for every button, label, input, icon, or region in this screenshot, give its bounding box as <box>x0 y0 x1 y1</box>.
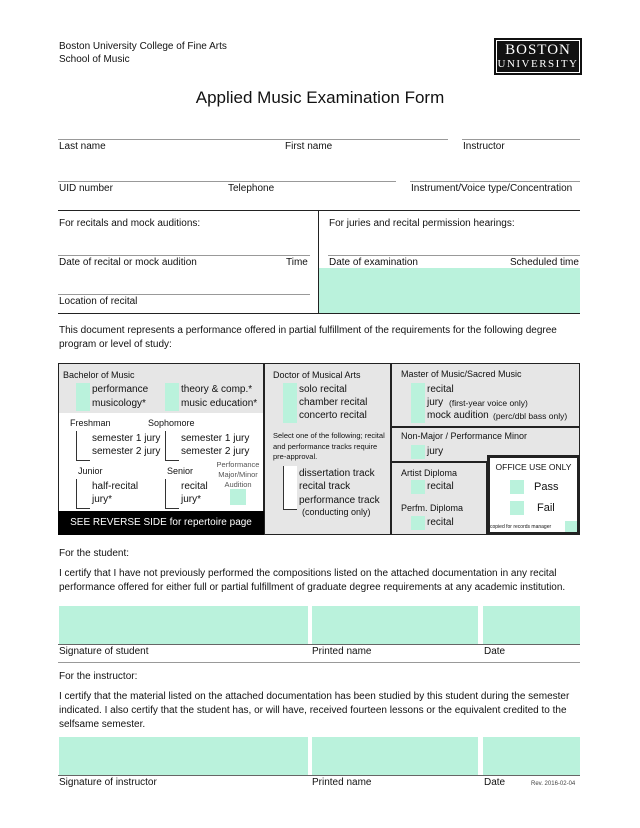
masters-jury-label: jury <box>427 397 444 408</box>
bu-logo <box>494 38 582 75</box>
conducting-note: (conducting only) <box>302 507 371 517</box>
instructor-date-field[interactable] <box>483 737 580 775</box>
senior-label: Senior <box>167 466 194 476</box>
masters-jury-note: (first-year voice only) <box>449 398 528 408</box>
fail-checkbox[interactable] <box>510 501 524 515</box>
artist-recital-checkbox[interactable] <box>411 480 425 494</box>
fr-jury2-checkbox[interactable] <box>76 445 90 461</box>
jr-recital-label: half-recital <box>92 481 139 492</box>
copied-checkbox[interactable] <box>565 521 577 532</box>
education-label: music education* <box>181 398 258 409</box>
instructor-label: Instructor <box>463 141 505 152</box>
chamber-label: chamber recital <box>299 397 368 408</box>
chamber-checkbox[interactable] <box>283 396 297 410</box>
masters-jury-checkbox[interactable] <box>411 396 425 410</box>
perfdip-recital-label: recital <box>427 517 454 528</box>
student-signature-label: Signature of student <box>59 646 149 657</box>
education-checkbox[interactable] <box>165 397 179 411</box>
recital-time-label: Time <box>286 257 308 268</box>
uid-label: UID number <box>59 183 113 194</box>
first-name-label: First name <box>285 141 333 152</box>
performance-checkbox[interactable] <box>76 383 90 397</box>
performance-track-checkbox[interactable] <box>283 494 297 510</box>
instructor-date-label: Date <box>484 777 506 788</box>
fr-jury2-label: semester 2 jury <box>92 446 161 457</box>
fr-jury1-label: semester 1 jury <box>92 433 161 444</box>
sr-recital-label: recital <box>181 481 208 492</box>
pass-label: Pass <box>534 481 559 493</box>
solo-label: solo recital <box>299 384 347 395</box>
dissertation-label: dissertation track <box>299 468 375 479</box>
sophomore-label: Sophomore <box>148 418 195 428</box>
last-name-label: Last name <box>59 141 106 152</box>
artist-title: Artist Diploma <box>401 468 458 478</box>
juries-heading: For juries and recital permission hearings: <box>329 218 515 229</box>
freshman-label: Freshman <box>70 418 111 428</box>
concerto-label: concerto recital <box>299 410 367 421</box>
student-printed-field[interactable] <box>312 606 478 644</box>
masters-recital-label: recital <box>427 384 454 395</box>
jr-jury-checkbox[interactable] <box>76 493 90 509</box>
logo-line1: BOSTON <box>505 42 571 58</box>
concerto-checkbox[interactable] <box>283 409 297 423</box>
masters-recital-checkbox[interactable] <box>411 383 425 397</box>
pma-label: Performance Major/Minor Audition <box>216 460 260 489</box>
so-jury2-checkbox[interactable] <box>165 445 179 461</box>
sr-jury-label: jury* <box>181 494 202 505</box>
recital-track-label: recital track <box>299 481 351 492</box>
intro-text: This document represents a performance offered in partial fulfillment of the requirements for the following degree program or level of study: <box>59 325 557 350</box>
student-date-field[interactable] <box>483 606 580 644</box>
jury-date-fill[interactable] <box>319 268 580 313</box>
scheduled-time-label: Scheduled time <box>510 257 579 268</box>
fail-label: Fail <box>537 502 555 514</box>
dma-title: Doctor of Musical Arts <box>273 370 361 380</box>
recital-date-label: Date of recital or mock audition <box>59 257 197 268</box>
reverse-side-banner: SEE REVERSE SIDE for repertoire page <box>58 511 264 535</box>
mock-label: mock audition <box>427 410 489 421</box>
student-date-label: Date <box>484 646 506 657</box>
revision-label: Rev. 2016-02-04 <box>531 781 576 787</box>
instrument-label: Instrument/Voice type/Concentration <box>411 183 573 194</box>
exam-date-label: Date of examination <box>329 257 418 268</box>
mock-checkbox[interactable] <box>411 409 425 423</box>
logo-line2: UNIVERSITY <box>497 58 579 70</box>
copied-label: copied for records manager <box>490 524 552 530</box>
jr-jury-label: jury* <box>92 494 113 505</box>
page-title: Applied Music Examination Form <box>195 88 445 107</box>
perfdip-title: Perfm. Diploma <box>401 503 464 513</box>
student-signature-field[interactable] <box>59 606 308 644</box>
masters-title: Master of Music/Sacred Music <box>401 369 522 379</box>
dma-note: Select one of the following; recital and performance tracks require pre-approval. <box>273 431 385 461</box>
theory-checkbox[interactable] <box>165 383 179 397</box>
instructor-signature-field[interactable] <box>59 737 308 775</box>
musicology-checkbox[interactable] <box>76 397 90 411</box>
artist-recital-label: recital <box>427 481 454 492</box>
theory-label: theory & comp.* <box>181 384 253 395</box>
junior-label: Junior <box>78 466 103 476</box>
student-cert: I certify that I have not previously performed the compositions listed on the attached documentation in any recital performance offered for either full or partial fulfillment of graduate degree requirements at any academic institution. <box>59 568 566 593</box>
nonmajor-title: Non-Major / Performance Minor <box>401 431 528 441</box>
instructor-signature-label: Signature of instructor <box>59 777 157 788</box>
nonmajor-jury-checkbox[interactable] <box>411 445 425 459</box>
nonmajor-jury-label: jury <box>427 446 444 457</box>
student-heading: For the student: <box>59 548 130 559</box>
perfdip-recital-checkbox[interactable] <box>411 516 425 530</box>
pass-checkbox[interactable] <box>510 480 524 494</box>
school-name: School of Music <box>59 54 130 65</box>
recital-location-label: Location of recital <box>59 296 138 307</box>
performance-track-label: performance track <box>299 495 380 506</box>
pma-checkbox[interactable] <box>230 489 246 505</box>
recitals-heading: For recitals and mock auditions: <box>59 218 201 229</box>
sr-jury-checkbox[interactable] <box>165 493 179 509</box>
college-name: Boston University College of Fine Arts <box>59 41 227 52</box>
instructor-printed-label: Printed name <box>312 777 372 788</box>
performance-label: performance <box>92 384 149 395</box>
mock-note: (perc/dbl bass only) <box>493 411 568 421</box>
student-printed-label: Printed name <box>312 646 372 657</box>
bachelor-title: Bachelor of Music <box>63 370 135 380</box>
musicology-label: musicology* <box>92 398 146 409</box>
solo-checkbox[interactable] <box>283 383 297 397</box>
so-jury1-label: semester 1 jury <box>181 433 250 444</box>
instructor-printed-field[interactable] <box>312 737 478 775</box>
telephone-label: Telephone <box>228 183 275 194</box>
so-jury2-label: semester 2 jury <box>181 446 250 457</box>
instructor-cert: I certify that the material listed on the attached documentation has been studied by this student during the semester indicated. I also certify that the student has, or will have, received fourteen lessons or the equivalent credited to the selfsame semester. <box>59 691 570 730</box>
office-title: OFFICE USE ONLY <box>495 462 572 472</box>
instructor-heading: For the instructor: <box>59 671 138 682</box>
